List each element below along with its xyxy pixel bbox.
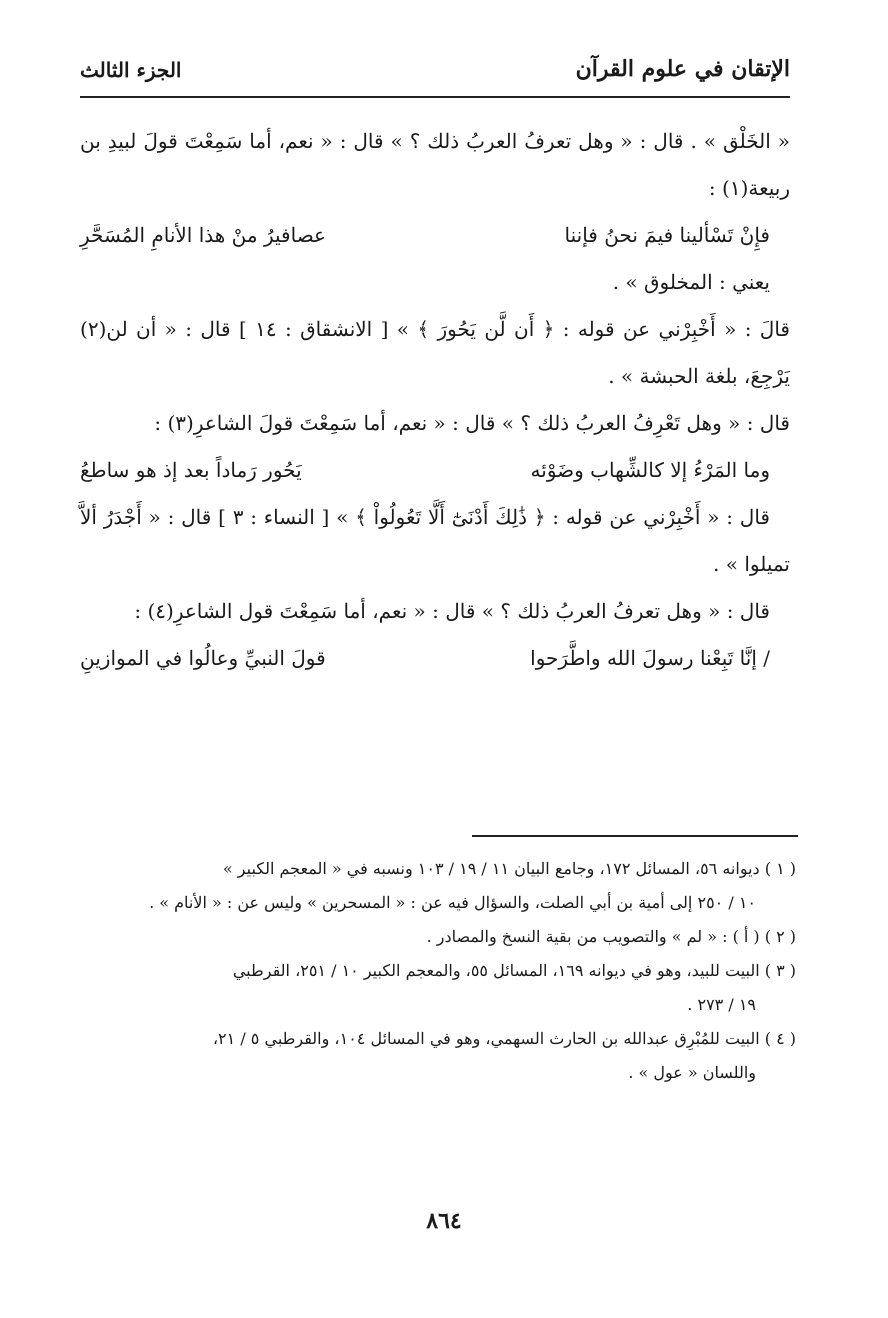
paragraph: قال : « أَخْبِرْني عن قوله : ﴿ ذَٰلِكَ أَدْنَىٰٓ أَلَّا تَعُولُواْ ﴾ » [ النساء : ٣ ] قال : « أَجْدَرُ ألاَّ تميلوا » .: [80, 505, 790, 576]
poetry-verse: [80, 635, 790, 682]
footnote: ( ٣ ) البيت للبيد، وهو في ديوانه ١٦٩، المسائل ٥٥، والمعجم الكبير ١٠ / ٢٥١، القرطبي: [232, 961, 796, 980]
footnote: ( ٢ ) ( أ ) : « لم » والتصويب من بقية النسخ والمصادر .: [426, 927, 796, 946]
footnote: ( ١ ) ديوانه ٥٦، المسائل ١٧٢، وجامع البيان ١١ / ١٩ / ١٠٣ ونسبه في « المعجم الكبير »: [222, 859, 796, 878]
page-number: ٨٦٤: [426, 1208, 462, 1234]
verse-first-hemistich: فإِنْ تَسْألينا فيمَ نحنُ فإننا: [564, 223, 770, 247]
poetry-verse: [80, 447, 790, 494]
poetry-verse: [80, 212, 790, 259]
footnote-divider: [472, 835, 798, 837]
book-title: الإتقان في علوم القرآن: [575, 56, 790, 82]
footnote-continuation: واللسان « عول » .: [628, 1063, 756, 1082]
main-text: [80, 118, 790, 682]
verse-first-hemistich: / إنَّا تَبِعْنا رسولَ الله واطَّرَحوا: [530, 646, 770, 670]
volume-part-label: الجزء الثالث: [80, 58, 182, 82]
header-divider: [80, 96, 790, 98]
paragraph: قال : « وهل تَعْرِفُ العربُ ذلك ؟ » قال : « نعم، أما سَمِعْتَ قولَ الشاعرِ(٣) :: [154, 411, 790, 435]
footnote-continuation: ١٩ / ٢٧٣ .: [687, 995, 756, 1014]
running-header: [80, 52, 790, 92]
verse-first-hemistich: وما المَرْءُ إلا كالشِّهاب وضَوْئه: [530, 458, 770, 482]
footnote: ( ٤ ) البيت للمُبْرِق عبدالله بن الحارث السهمي، وهو في المسائل ١٠٤، والقرطبي ٥ / ٢١،: [212, 1029, 796, 1048]
paragraph: قالَ : « أَخْبِرْني عن قوله : ﴿ أَن لَّن يَحُورَ ﴾ » [ الانشقاق : ١٤ ] قال : « أن لن(٢) يَرْجِعَ، بلغة الحبشة » .: [80, 317, 790, 388]
verse-second-hemistich: قولَ النبيِّ وعالُوا في الموازينِ: [80, 646, 326, 670]
verse-second-hemistich: عصافيرُ منْ هذا الأنامِ المُسَحَّرِ: [80, 223, 326, 247]
verse-second-hemistich: يَحُور رَماداً بعد إذ هو ساطعُ: [80, 458, 302, 482]
paragraph: قال : « وهل تعرفُ العربُ ذلك ؟ » قال : « نعم، أما سَمِعْتَ قول الشاعرِ(٤) :: [134, 599, 770, 623]
footnotes: [80, 852, 796, 1090]
paragraph: يعني : المخلوق » .: [612, 270, 770, 294]
paragraph: « الخَلْق » . قال : « وهل تعرفُ العربُ ذلك ؟ » قال : « نعم، أما سَمِعْتَ قولَ لبيدِ بن ربيعة(١) :: [80, 129, 790, 200]
footnote-continuation: ١٠ / ٢٥٠ إلى أمية بن أبي الصلت، والسؤال فيه عن : « المسحرين » وليس عن : « الأنام » .: [149, 893, 756, 912]
